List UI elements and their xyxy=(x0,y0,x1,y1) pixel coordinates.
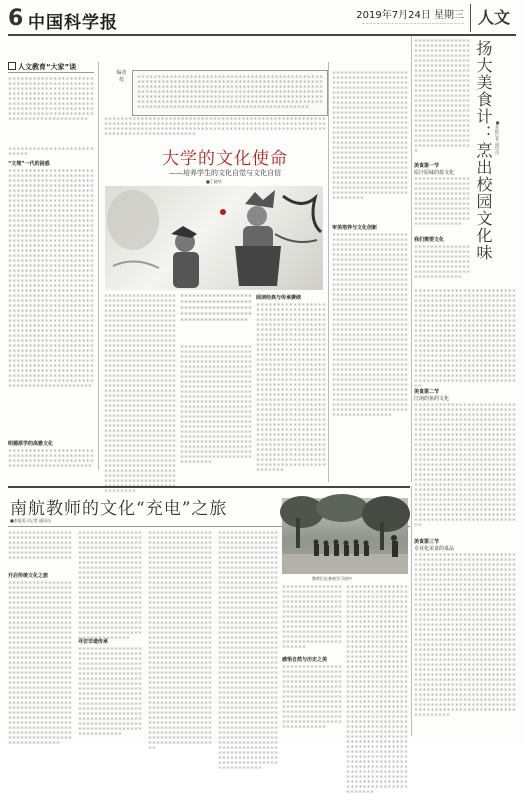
bottom-photo-caption: 教师们在参观学习途中 xyxy=(312,576,352,581)
editor-meta-line: ─ ─ ─ ─ ─ ─ ─ ─ ─ ─ ─ ─ ─ ─ ─ ─ ─ ─ ─ ─ ─ ─ ─ ─ ─ ─ ─ ─ xyxy=(362,21,464,26)
center-subhead: 阅读经典与传承赓续 xyxy=(256,295,302,301)
bottom-body-text: ＊＊＊＊＊＊＊＊＊＊＊＊＊＊＊＊＊＊＊＊＊＊＊＊＊＊＊＊＊＊＊＊＊＊＊＊＊＊＊＊＊＊＊＊＊＊＊＊＊＊＊＊＊＊＊＊＊＊＊＊＊＊＊＊＊＊＊＊＊＊＊＊＊＊＊＊＊＊＊＊＊＊＊＊＊＊＊＊＊＊＊＊＊＊＊＊＊＊＊＊＊＊＊＊＊＊＊＊＊＊＊＊＊＊＊＊＊＊＊＊＊＊＊＊＊＊＊＊＊＊＊＊＊＊＊＊＊＊＊＊＊＊＊＊＊＊＊＊＊＊＊＊＊＊＊＊＊＊＊＊＊＊＊＊＊＊＊＊＊＊＊＊＊＊＊＊＊＊＊＊＊＊＊＊＊＊ xyxy=(282,584,342,649)
left-box-rule xyxy=(8,72,94,73)
center-body-text: ＊＊＊＊＊＊＊＊＊＊＊＊＊＊＊＊＊＊＊＊＊＊＊＊＊＊＊＊＊＊＊＊＊＊＊＊＊＊＊＊＊＊＊＊＊＊＊＊＊＊＊＊＊＊＊＊＊＊＊＊＊＊＊＊＊＊＊＊＊＊＊＊＊＊＊＊＊＊＊＊＊＊＊＊＊＊＊＊＊＊＊＊＊＊＊＊＊＊＊＊＊＊＊＊＊＊＊＊＊＊＊＊＊＊＊＊＊＊＊＊＊＊＊＊＊＊＊＊＊＊＊＊＊＊＊＊＊＊＊＊＊＊＊＊＊＊＊＊＊＊＊＊＊＊＊＊＊＊＊＊＊＊＊＊＊＊＊＊＊＊＊＊＊＊＊＊＊＊＊＊＊＊＊＊＊＊＊＊＊＊＊＊＊＊＊＊＊＊＊＊＊＊＊＊＊＊＊＊＊＊＊＊＊＊＊＊＊＊＊＊＊＊＊＊＊＊＊＊＊＊＊＊＊＊＊＊＊＊＊＊＊＊＊＊＊＊＊＊＊＊＊＊＊＊＊＊＊＊＊＊＊＊＊＊＊＊＊＊＊＊＊＊＊＊＊＊＊＊＊＊＊＊＊＊＊＊＊＊＊＊＊＊＊＊＊＊＊＊＊＊＊＊＊＊＊＊＊＊＊＊＊＊＊＊＊＊＊＊＊＊＊＊＊＊＊＊＊＊＊＊＊＊＊＊＊＊＊＊＊＊＊＊＊＊＊＊＊＊＊＊＊＊＊＊＊＊＊＊＊＊＊＊＊＊＊＊＊＊＊＊＊＊＊＊＊＊＊＊＊＊＊＊＊＊＊＊＊＊＊＊＊＊＊＊＊＊＊＊＊＊＊＊＊＊＊＊＊＊＊＊＊＊＊＊＊＊＊＊＊＊＊＊＊＊＊＊＊＊＊＊＊＊＊＊＊＊＊＊＊＊＊＊＊＊＊＊＊＊＊＊＊＊＊＊＊＊＊＊＊＊＊＊＊＊＊＊＊＊＊＊＊＊＊＊＊＊＊＊＊＊＊＊＊＊＊＊＊＊＊＊＊＊＊＊＊＊＊＊＊＊＊＊＊＊＊＊＊＊＊＊＊＊＊＊＊＊＊＊＊＊＊＊＊＊＊＊＊＊＊＊＊＊＊＊＊＊＊＊＊＊＊＊＊＊＊＊＊＊＊＊＊＊＊＊＊＊＊＊＊＊＊＊＊＊＊＊＊＊＊＊＊＊＊＊＊＊＊＊＊＊＊＊＊＊＊＊＊＊＊＊＊＊＊＊＊＊＊＊＊＊＊＊＊＊＊＊＊＊＊＊＊＊＊＊＊＊＊＊＊＊＊＊＊＊＊＊＊＊＊＊＊＊＊＊＊＊＊＊＊＊＊＊＊＊＊＊＊＊＊＊＊＊＊＊＊＊＊＊＊＊＊＊＊＊＊＊＊＊＊＊＊＊＊＊＊＊＊＊＊＊＊＊＊＊ ＊＊＊＊＊＊＊＊ xyxy=(104,293,176,493)
bottom-subhead: 寻访非遗传承 xyxy=(78,639,109,645)
bottom-body-text: ＊＊＊＊＊＊＊＊＊＊＊＊＊＊＊＊＊＊＊＊＊＊＊＊＊＊＊＊＊＊＊＊＊＊＊＊＊＊＊＊＊＊＊＊＊＊＊＊＊＊＊＊＊＊＊＊＊＊＊＊＊＊＊＊＊＊＊＊＊＊＊＊＊＊＊＊＊＊＊＊＊＊＊＊＊＊＊＊＊＊＊＊＊＊＊＊＊＊＊＊＊＊＊＊＊＊＊＊＊＊＊＊＊＊＊＊＊＊＊＊＊＊＊＊＊＊＊＊＊＊＊＊＊＊＊＊＊＊＊＊＊＊＊＊＊＊＊＊＊＊＊＊＊＊＊＊＊＊＊＊＊＊＊＊＊＊＊＊＊＊＊＊＊＊＊＊＊＊＊＊＊＊＊＊＊＊＊＊＊＊＊＊＊＊＊＊＊＊＊＊＊＊＊＊＊＊＊＊＊＊＊＊＊＊＊＊＊＊＊＊＊＊＊＊＊＊＊＊＊＊＊＊＊＊＊＊＊＊＊＊＊＊＊＊＊＊＊＊＊＊＊＊＊＊＊＊＊＊＊＊＊＊＊＊＊＊＊＊＊＊＊＊＊＊＊＊＊＊＊＊＊＊＊＊＊＊＊＊＊＊＊＊＊＊＊＊＊＊＊＊＊＊＊＊＊＊＊＊＊＊＊＊＊＊＊＊＊＊＊＊＊＊＊＊＊＊＊＊＊＊＊＊＊＊＊＊＊＊＊＊＊＊＊＊＊＊＊＊＊ xyxy=(78,530,142,640)
left-box-title-text: 人文教育“大家”谈 xyxy=(18,63,77,71)
right-subhead: 江南的鱼的文化 xyxy=(414,396,450,402)
bottom-body-text: ＊＊＊＊＊＊＊＊＊＊＊＊＊＊＊＊＊＊＊＊＊＊＊＊＊＊＊＊＊＊＊＊＊＊＊＊＊＊＊＊＊＊＊＊＊＊＊＊＊＊＊＊＊＊＊＊＊＊＊＊＊＊＊＊＊＊＊＊＊＊＊＊＊＊＊＊＊＊＊＊＊＊＊＊＊＊＊＊＊＊＊＊＊＊＊＊＊＊＊＊＊＊＊＊＊＊＊＊＊＊＊＊＊＊＊＊＊＊＊＊＊＊＊＊＊＊＊＊＊＊＊＊＊＊＊＊＊＊＊＊＊＊＊＊＊＊＊＊＊＊＊＊＊＊＊＊＊＊＊＊＊＊＊＊＊＊＊＊＊＊＊＊＊＊＊＊＊＊＊＊＊＊＊＊＊＊＊＊＊＊＊＊＊＊＊＊＊＊＊＊＊＊＊＊＊＊＊＊＊＊＊＊＊＊＊＊＊＊＊＊＊＊＊＊＊＊＊＊＊＊＊＊＊＊＊＊＊＊＊＊＊＊＊＊＊＊＊＊＊＊＊＊＊＊＊＊＊＊＊＊＊＊＊＊＊＊＊＊＊＊＊＊＊＊＊＊＊＊＊＊＊＊＊＊＊＊＊＊＊＊＊＊＊＊＊＊＊＊＊＊＊＊＊＊＊＊＊＊＊＊＊＊＊＊＊＊＊＊＊＊＊＊＊＊＊＊＊＊＊＊＊＊＊＊＊＊＊＊＊＊＊＊＊＊＊＊＊＊＊＊＊＊＊＊＊＊＊＊＊＊＊＊＊＊＊＊＊＊＊＊＊＊＊＊＊＊＊＊＊＊＊＊＊＊＊＊＊＊＊＊＊＊＊＊＊＊＊＊＊＊＊＊＊＊＊＊＊＊＊＊＊＊＊＊＊＊＊＊＊＊＊＊＊＊＊＊＊＊＊＊＊＊＊＊＊＊＊＊＊＊＊＊＊＊＊＊＊＊＊＊＊＊＊＊＊＊＊＊＊＊＊＊＊＊＊＊＊＊＊＊＊＊＊＊＊＊＊＊＊＊＊＊＊＊＊＊＊＊＊＊＊＊＊＊＊＊＊＊＊＊＊＊＊＊＊＊＊＊＊＊＊＊＊＊＊＊＊＊＊＊＊＊＊＊＊＊＊＊＊＊＊＊＊＊＊＊＊＊＊＊＊＊＊＊＊＊＊＊＊＊＊＊＊＊＊＊＊＊＊＊＊＊＊＊＊＊＊＊＊＊＊＊＊＊＊＊＊＊＊＊＊＊＊＊＊＊＊＊＊＊＊＊＊＊＊＊＊＊＊＊＊＊＊＊＊＊＊＊＊＊＊＊＊＊＊＊＊＊＊＊＊＊＊＊＊＊＊＊＊＊＊＊＊＊＊＊＊＊＊＊＊＊＊＊＊＊＊＊＊＊＊＊＊＊＊＊＊＊＊＊＊＊＊＊＊＊＊＊＊＊＊＊＊＊＊＊＊＊＊＊＊＊＊＊＊＊＊＊＊＊＊＊＊＊＊＊＊＊＊＊＊＊＊＊＊＊＊＊＊＊＊＊＊＊＊＊ xyxy=(218,530,278,770)
center-body-text: ＊＊＊＊＊＊＊＊＊＊＊＊＊＊＊＊＊＊＊＊＊＊＊＊＊＊＊＊＊＊＊＊＊＊＊＊＊＊＊＊＊＊＊＊＊＊＊＊＊＊＊＊＊＊＊＊＊＊＊＊＊＊＊＊＊＊＊＊＊＊＊＊＊＊＊＊＊＊＊＊＊＊＊＊＊＊＊＊＊＊＊＊＊＊＊＊＊＊＊＊＊＊＊＊＊＊＊＊＊＊＊＊＊＊＊＊＊＊＊＊＊＊＊＊＊＊＊＊＊＊＊＊＊＊＊＊＊＊＊＊＊＊＊＊＊＊＊＊＊＊＊＊＊＊＊＊＊＊＊＊＊＊＊＊＊＊＊＊＊＊＊＊＊＊＊＊＊＊＊＊＊＊＊＊＊＊＊＊ xyxy=(104,116,326,136)
center-body-text: ＊＊＊＊＊＊＊＊＊＊＊＊＊＊＊＊＊＊＊＊＊＊＊＊＊＊＊＊＊＊＊＊＊＊＊＊＊＊＊＊＊＊＊＊＊＊＊＊＊＊＊＊＊＊＊＊＊＊＊＊＊＊＊＊＊＊＊＊＊＊＊＊＊＊＊＊＊＊＊＊＊＊＊＊＊＊＊＊＊＊＊＊＊＊＊＊＊＊＊＊＊＊＊＊＊＊＊＊＊＊＊＊＊＊＊＊＊＊＊＊＊＊＊＊＊＊＊＊＊＊＊＊＊＊＊＊＊＊＊＊＊＊＊＊＊＊＊＊＊＊＊＊＊＊＊＊＊＊＊＊＊＊＊＊＊＊＊＊＊＊＊＊＊＊＊＊＊＊＊＊＊＊＊＊＊＊＊＊＊＊＊＊＊＊＊＊＊＊＊＊＊＊＊＊＊＊＊＊＊＊＊＊＊＊＊＊＊＊＊＊＊＊＊＊＊＊＊＊＊＊＊＊＊＊＊＊＊＊＊＊＊＊＊＊＊＊＊＊＊＊＊＊＊＊＊＊＊＊＊＊＊＊＊＊＊＊＊＊＊＊＊＊＊＊＊＊＊＊＊＊＊＊＊＊＊＊＊＊＊＊＊＊＊＊＊＊＊＊＊＊＊＊＊＊＊＊＊＊＊＊＊＊＊＊＊＊＊＊＊＊＊＊＊＊＊＊＊＊＊＊＊＊＊＊＊＊＊＊＊＊＊＊＊＊＊＊＊＊＊＊＊＊＊＊＊＊＊＊＊＊＊＊＊＊＊＊＊＊＊＊＊＊＊＊＊＊＊＊＊＊＊＊＊＊＊＊＊＊＊＊＊＊＊＊＊＊＊＊＊＊＊＊＊＊＊＊＊＊＊＊＊＊＊＊＊＊＊＊＊＊＊＊ xyxy=(180,344,252,464)
bottom-headline: 南航教师的文化“充电”之旅 xyxy=(10,499,228,519)
editor-note-label: 编者按 xyxy=(116,70,127,83)
main-headline: 大学的文化使命 xyxy=(162,149,288,169)
bottom-byline: ■本报见习记者 通讯员 xyxy=(10,518,52,523)
right-body-text: ＊＊＊＊＊＊＊＊＊＊＊＊＊＊＊＊＊＊＊＊＊＊＊＊＊＊＊＊＊＊＊＊＊＊＊＊＊＊＊＊＊＊＊＊＊＊＊＊＊＊＊＊＊＊＊＊＊＊＊＊＊＊＊＊＊＊＊＊＊＊＊＊＊＊＊＊＊＊＊＊＊＊＊＊＊＊＊＊＊＊＊＊＊＊＊＊＊＊＊＊＊＊＊＊＊＊＊＊＊＊＊＊＊＊＊＊＊＊＊＊＊＊＊＊＊＊＊＊＊＊＊＊＊＊＊＊＊＊＊＊＊＊＊＊＊＊＊＊＊＊＊＊＊＊＊＊＊＊＊＊＊＊＊＊＊＊＊＊＊＊＊＊＊＊＊＊＊＊＊＊＊＊＊＊＊＊＊＊＊＊＊＊＊＊＊＊＊＊＊＊＊＊＊＊＊＊＊＊＊＊＊＊＊＊＊＊＊＊＊＊＊＊＊＊＊＊＊＊＊＊＊＊＊＊＊＊＊＊＊＊＊＊＊＊＊＊＊＊＊＊＊＊＊＊＊＊＊＊＊＊＊＊＊＊＊＊＊＊＊＊＊＊＊＊＊＊＊＊＊＊＊＊＊＊＊＊＊＊＊＊＊＊＊＊＊＊＊＊＊＊＊＊＊＊＊＊＊＊＊＊＊＊＊＊＊＊＊＊＊＊＊＊＊＊＊＊＊＊＊＊＊＊＊＊＊＊＊＊＊＊＊＊＊＊＊＊＊＊＊＊＊＊＊＊＊＊＊＊＊＊＊＊＊＊＊＊＊＊＊＊＊＊＊＊＊＊＊＊＊＊＊＊＊＊＊＊＊＊＊＊＊＊＊＊＊＊＊＊＊＊＊＊＊＊＊＊＊＊＊＊＊＊＊＊＊＊＊＊＊＊＊＊＊＊＊＊＊＊＊＊＊＊＊＊＊＊＊＊＊＊＊＊＊＊＊＊＊＊＊＊＊＊＊＊＊＊＊＊＊＊＊＊＊＊＊＊＊＊＊＊＊＊＊＊＊＊＊ xyxy=(414,288,516,388)
right-subhead: 原汁原味的盐文化 xyxy=(414,170,455,176)
right-subhead: 我们需要文化 xyxy=(414,237,445,243)
bottom-body-text: ＊＊＊＊＊＊＊＊＊＊＊＊＊＊＊＊＊＊＊＊＊＊＊＊＊＊＊＊＊＊＊＊＊＊＊＊＊＊＊＊＊＊＊＊＊＊＊＊＊＊＊＊＊＊＊＊＊＊＊＊＊＊＊＊＊＊＊＊＊＊＊＊＊＊＊＊＊＊＊＊＊＊＊＊＊＊＊＊＊＊＊＊＊＊＊＊＊＊＊＊＊＊＊＊＊＊＊＊＊＊＊＊＊＊＊＊＊＊＊＊＊＊＊＊＊＊＊＊＊＊＊＊＊＊＊＊＊＊＊＊＊＊＊＊＊＊＊＊＊＊＊＊＊＊＊＊＊＊＊＊＊＊＊＊＊＊＊＊＊＊＊＊＊＊＊＊＊＊＊＊＊＊＊＊＊＊＊＊＊＊＊＊＊＊＊＊＊＊＊＊＊＊＊＊＊＊＊＊＊＊＊＊＊＊＊＊＊＊＊＊＊＊＊＊＊＊＊＊＊＊＊＊＊＊＊＊＊＊＊＊＊＊＊＊＊＊＊＊＊＊＊＊＊＊＊＊＊＊＊＊＊＊＊＊＊＊＊＊＊＊＊＊＊＊＊＊＊＊＊＊＊＊＊＊＊＊＊＊＊＊＊＊＊＊＊＊＊＊＊＊＊＊＊＊＊＊＊＊＊＊＊＊＊＊＊＊＊＊＊＊＊＊＊＊＊＊＊＊＊＊＊＊＊＊＊＊＊＊＊＊＊＊＊＊＊＊＊＊＊＊＊＊＊＊＊＊＊＊＊＊＊＊＊＊＊＊＊＊＊＊＊＊＊＊＊＊＊＊＊＊＊＊＊＊＊＊＊＊＊＊＊＊＊＊＊＊＊＊＊＊＊＊＊＊＊＊＊＊＊＊＊＊＊＊＊＊＊＊＊＊＊＊＊＊＊＊＊＊＊＊＊＊＊＊＊＊＊＊＊＊＊＊＊＊＊＊＊＊＊＊＊＊＊＊＊＊＊＊＊＊＊＊＊＊＊＊＊＊＊＊＊＊＊＊＊＊＊＊＊＊＊＊＊＊＊＊＊＊＊＊＊＊＊＊＊＊＊＊＊＊＊＊＊＊＊＊＊＊＊＊＊＊＊＊＊＊＊＊＊＊＊＊＊＊＊＊＊＊＊＊＊＊＊＊＊＊＊＊＊＊＊＊＊＊＊＊＊＊＊＊＊＊＊＊＊＊＊＊＊＊＊＊＊＊＊＊＊＊＊＊＊＊＊＊＊＊＊＊＊＊＊＊＊＊＊＊＊＊＊＊＊＊＊＊＊＊＊＊＊＊＊＊＊＊＊＊＊＊＊＊＊＊＊＊＊＊＊＊＊＊＊＊ xyxy=(346,584,408,794)
right-subhead: 美食第三节 xyxy=(414,539,440,545)
bottom-subhead: 开启传统文化之旅 xyxy=(8,573,49,579)
right-body-text: ＊＊＊＊＊＊＊＊＊＊＊＊＊＊＊＊＊＊＊＊＊＊＊＊＊＊＊＊＊＊＊＊＊＊＊＊＊＊＊＊＊＊＊＊＊＊＊＊＊＊＊＊＊＊＊＊＊＊＊＊＊＊＊＊＊＊＊＊＊＊＊＊＊＊＊＊＊＊＊＊＊＊＊＊＊＊＊＊＊＊＊＊＊＊＊＊ xyxy=(414,244,470,279)
editor-note-text: ＊＊＊＊＊＊＊＊＊＊＊＊＊＊＊＊＊＊＊＊＊＊＊＊＊＊＊＊＊＊＊＊＊＊＊＊＊＊＊＊＊＊＊＊＊＊＊＊＊＊＊＊＊＊＊＊＊＊＊＊＊＊＊＊＊＊＊＊＊＊＊＊＊＊＊＊＊＊＊＊＊＊＊＊＊＊＊＊＊＊＊＊＊＊＊＊＊＊＊＊＊＊＊＊＊＊＊＊＊＊＊＊＊＊＊＊＊＊＊＊＊＊＊＊＊＊＊＊＊＊＊＊＊＊＊＊＊＊＊＊＊＊＊＊＊＊＊＊＊＊＊＊＊＊＊＊＊＊＊＊＊＊＊＊＊＊＊＊＊＊＊＊＊＊＊＊＊＊＊＊＊＊＊＊＊＊＊＊＊＊＊＊＊＊＊＊＊＊＊＊＊＊＊＊＊＊＊＊＊＊＊＊＊＊＊＊＊＊＊＊＊＊＊＊＊＊＊＊＊＊＊＊＊＊＊＊＊＊＊＊＊＊＊＊＊＊＊＊＊＊＊＊＊＊＊＊＊＊＊＊＊＊＊＊＊＊＊＊＊＊＊＊＊＊＊＊＊＊＊＊＊＊＊＊＊＊＊＊＊＊＊＊＊＊＊＊＊＊＊＊＊＊＊＊＊＊＊＊＊＊＊＊＊＊＊＊＊＊＊ xyxy=(137,74,323,109)
bottom-body-text: ＊＊＊＊＊＊＊＊＊＊＊＊＊＊＊＊＊＊＊＊＊＊＊＊＊＊＊＊＊＊＊＊＊＊＊＊＊＊＊＊＊＊＊＊＊＊＊＊＊＊＊＊＊＊＊＊＊＊＊＊＊＊＊＊＊＊＊＊＊＊＊＊＊＊＊＊＊＊＊＊＊＊＊＊＊＊＊＊＊＊＊＊＊＊＊＊＊＊＊＊＊＊＊＊＊＊＊＊＊＊＊＊＊＊＊＊＊＊＊＊＊＊＊＊＊＊＊＊＊＊＊＊＊＊＊＊＊＊＊＊＊＊＊＊＊＊＊＊＊＊＊＊＊＊＊＊＊＊＊＊＊＊＊＊＊＊＊＊＊＊＊＊＊＊＊＊＊＊＊＊＊＊＊＊＊＊＊＊＊＊＊ xyxy=(282,664,342,729)
column-rule xyxy=(411,36,412,482)
right-subhead: 美食第二节 xyxy=(414,389,440,395)
main-photo xyxy=(105,186,323,290)
center-body-text: ＊＊＊＊＊＊＊＊＊＊＊＊＊＊＊＊＊＊＊＊＊＊＊＊＊＊＊＊＊＊＊＊＊＊＊＊＊＊＊＊＊＊＊＊＊＊＊＊＊＊＊＊＊＊＊＊＊＊＊＊＊＊＊＊＊＊＊＊＊＊＊＊＊＊＊＊＊＊＊＊＊＊＊＊＊＊＊＊＊＊＊＊＊＊＊＊＊＊＊＊＊＊＊＊＊＊＊＊＊＊＊＊＊＊＊＊＊＊＊＊＊＊＊＊＊＊＊＊＊＊＊＊＊＊＊＊＊＊＊＊＊＊＊＊＊＊＊＊＊＊＊＊＊＊＊＊＊＊＊＊＊＊＊＊＊＊＊＊＊＊＊＊＊＊＊＊＊＊＊＊＊＊＊＊＊＊＊＊＊＊＊＊＊＊＊＊＊＊＊＊＊＊＊＊＊＊＊＊＊＊＊＊＊＊＊＊＊＊＊＊＊＊＊＊＊＊＊＊＊＊＊＊＊＊＊＊＊＊＊＊＊＊＊＊＊＊＊＊＊＊＊＊＊＊＊＊＊＊＊＊＊＊＊＊＊＊＊＊＊＊＊＊＊＊＊＊＊＊＊＊＊＊＊＊＊＊＊＊＊＊＊＊＊＊＊＊＊＊＊＊＊＊＊＊＊＊＊＊＊＊＊＊＊＊＊＊＊＊＊＊＊＊＊＊＊＊＊＊＊＊＊＊＊＊＊＊＊＊＊＊＊＊＊＊＊＊＊＊＊＊＊＊＊＊＊＊＊＊＊＊＊＊＊＊＊＊＊＊＊＊＊＊＊＊＊＊＊＊＊＊＊＊＊＊＊＊＊＊＊＊＊＊＊＊＊＊＊＊＊＊＊＊＊＊＊＊＊＊＊＊＊＊＊＊＊＊＊＊＊＊＊＊＊＊＊＊＊＊＊＊＊＊＊＊＊＊＊＊＊＊＊＊＊＊＊＊＊＊＊＊＊＊＊＊＊＊＊＊＊＊＊＊＊＊＊＊＊＊＊＊＊＊＊＊＊＊＊＊＊＊＊＊＊＊＊＊＊＊＊＊＊＊＊＊＊＊＊＊＊＊＊＊＊＊＊＊＊＊＊＊＊＊＊＊＊＊＊＊＊＊＊＊＊＊＊＊＊＊＊＊＊＊＊＊＊＊＊＊＊＊＊＊＊＊＊＊＊＊＊＊＊＊＊＊＊＊＊＊＊＊＊＊＊＊＊＊＊＊ xyxy=(256,302,326,472)
page-header xyxy=(8,4,516,36)
box-square-icon xyxy=(8,62,16,70)
section-name: 人文 xyxy=(470,4,517,32)
left-body-text: ＊＊＊＊＊＊＊＊＊＊＊＊＊＊＊＊＊＊＊＊＊＊＊＊＊＊ xyxy=(8,146,94,156)
bottom-body-text: ＊＊＊＊＊＊＊＊＊＊＊＊＊＊＊＊＊＊＊＊＊＊＊＊＊＊＊＊＊＊＊＊＊＊＊＊＊＊＊＊＊＊＊＊＊＊＊＊＊＊＊＊＊＊＊＊＊＊＊＊＊＊＊＊＊＊＊＊＊＊＊＊＊＊＊＊＊＊＊＊＊＊＊＊＊＊＊＊＊＊＊＊＊＊＊＊＊＊＊＊＊＊＊＊＊＊＊＊＊＊＊＊＊＊＊＊＊＊＊＊＊＊＊＊＊＊＊＊＊＊＊＊＊＊＊＊＊＊＊＊＊＊＊＊＊＊＊＊＊＊＊＊＊＊＊＊＊＊＊＊＊＊＊＊＊＊＊＊＊＊＊＊＊＊＊＊＊＊＊＊＊＊＊＊＊＊＊＊＊＊＊＊＊＊＊＊＊＊＊＊＊＊＊＊＊＊＊＊＊＊＊＊＊＊＊＊＊＊＊＊＊＊＊＊＊＊＊＊＊＊＊＊＊＊＊＊＊＊＊＊＊＊＊＊＊＊＊＊＊＊＊＊＊＊＊＊＊＊＊＊＊＊＊＊＊＊＊＊＊＊＊＊＊＊＊＊＊＊＊＊＊＊＊＊＊＊＊＊＊＊＊＊＊＊＊＊＊＊＊＊＊＊＊＊＊＊＊＊＊＊＊＊＊＊＊＊＊＊＊＊＊＊＊＊＊＊＊＊＊＊＊＊＊＊＊＊＊＊＊＊＊＊＊＊＊＊＊＊＊＊＊＊＊＊＊＊＊＊＊＊＊＊＊＊＊＊＊＊＊＊＊＊＊＊＊＊＊＊＊＊＊＊＊＊＊＊＊＊＊＊＊＊＊＊＊＊＊＊＊＊＊＊＊＊＊＊＊＊＊＊＊＊＊＊＊＊＊＊＊＊＊＊＊＊＊＊＊＊＊＊＊＊＊＊＊＊＊＊＊＊＊＊＊＊＊＊＊＊＊＊＊＊＊＊＊＊＊＊＊＊＊＊＊＊＊＊＊＊＊＊＊＊＊＊＊＊＊＊＊＊＊＊＊＊＊＊＊＊＊＊＊＊＊＊＊＊＊＊＊＊＊＊＊＊＊＊＊＊＊＊＊＊＊＊＊＊＊＊＊＊＊＊＊＊＊ xyxy=(8,580,72,745)
section-divider xyxy=(8,486,410,488)
page-number: 6 xyxy=(8,6,24,31)
bottom-body-text: ＊＊＊＊＊＊＊＊＊＊＊＊＊＊＊＊＊＊＊＊＊＊＊＊＊＊＊＊＊＊＊＊＊＊＊＊＊＊＊＊＊＊＊＊＊＊＊＊＊＊＊＊＊＊＊＊＊＊＊＊＊＊＊＊＊＊＊＊＊＊＊＊＊＊＊＊＊＊＊＊＊＊＊＊＊＊＊＊＊＊＊＊＊＊＊＊ xyxy=(8,530,72,560)
center-subhead: 审美培养与文化创新 xyxy=(332,225,378,231)
right-vertical-headline: 扬大美食计：烹出校园文化味 xyxy=(474,40,493,261)
column-rule xyxy=(328,62,329,482)
right-subhead: 专业化美食的菜品 xyxy=(414,546,455,552)
left-body-text: ＊＊＊＊＊＊＊＊＊＊＊＊＊＊＊＊＊＊＊＊＊＊＊＊＊＊＊＊＊＊＊＊＊＊＊＊＊＊＊＊＊＊＊＊＊＊＊＊＊＊＊＊＊＊＊＊＊＊＊＊＊＊＊＊＊＊＊＊＊＊＊＊＊＊＊＊＊＊＊＊＊＊＊＊＊＊＊＊＊＊＊＊＊＊＊＊＊＊＊＊＊＊＊＊＊＊＊＊＊＊＊＊＊＊＊＊＊＊＊＊＊＊＊＊＊＊＊＊＊＊＊＊＊＊＊＊＊＊＊＊＊＊＊＊＊＊＊＊＊＊＊＊＊＊＊＊＊＊＊＊＊＊＊＊＊＊＊＊＊＊＊＊＊＊＊＊＊＊＊＊＊＊＊＊＊＊＊＊＊＊＊＊＊＊＊＊＊＊＊＊＊＊＊＊＊＊＊＊＊＊＊＊＊＊＊＊＊＊＊＊＊＊＊＊＊＊＊＊＊＊＊＊＊＊＊＊＊＊＊＊＊＊＊＊＊＊＊＊＊＊＊＊＊＊＊＊＊＊＊＊＊＊＊＊＊＊＊＊＊＊＊＊＊＊＊＊＊＊＊＊＊＊＊＊＊＊＊＊＊＊＊＊＊＊＊＊＊＊＊＊＊＊＊＊＊＊＊＊＊＊＊＊＊＊＊＊＊＊＊＊＊＊＊＊＊＊＊＊＊＊＊＊＊＊＊＊＊＊＊＊＊＊＊＊＊＊＊＊＊＊＊＊＊＊＊＊＊＊＊＊＊＊＊＊＊＊＊＊＊＊＊＊＊＊＊＊＊＊＊＊＊＊＊＊＊＊＊＊＊＊＊＊＊＊＊＊＊＊＊＊＊＊＊＊＊＊＊＊＊＊＊＊＊＊＊＊＊＊＊＊＊＊＊＊＊＊＊＊＊＊＊＊＊＊＊＊＊＊＊＊＊＊＊＊＊＊＊＊＊＊＊＊＊＊＊＊＊＊＊＊＊＊＊＊＊＊＊＊＊＊＊＊＊＊＊＊＊＊＊＊＊＊＊＊＊＊＊＊＊＊＊＊＊＊＊＊＊＊＊＊＊＊＊＊＊＊＊＊＊＊＊＊＊＊＊＊＊＊＊＊＊＊＊＊＊＊＊＊＊＊＊＊＊＊＊＊＊＊＊＊＊＊＊＊＊＊＊＊＊＊＊＊＊＊＊＊＊＊＊＊＊＊＊＊＊＊＊＊＊＊＊＊＊＊＊＊＊＊＊＊＊＊＊＊＊＊＊＊＊＊＊＊＊＊＊＊＊＊＊＊＊＊＊＊＊＊＊＊＊＊＊＊＊＊＊＊＊＊＊＊＊＊＊＊＊＊＊＊＊＊＊＊＊＊＊＊＊＊＊＊＊＊＊＊＊＊＊＊＊＊＊＊＊＊＊＊＊＊＊＊＊＊＊＊＊＊＊＊＊＊＊＊＊＊＊＊＊＊＊＊＊＊＊＊＊＊＊＊＊＊＊＊＊＊＊＊＊＊＊＊＊＊＊＊＊＊＊＊＊＊＊＊＊＊＊＊＊＊＊＊＊＊＊＊＊＊＊＊＊＊＊＊＊＊＊＊＊＊＊＊＊＊＊＊＊＊＊＊＊＊＊＊＊＊＊＊＊＊＊＊＊＊＊＊＊＊＊＊＊＊＊＊＊＊＊＊＊＊＊＊＊＊＊＊＊＊＊＊＊＊＊＊＊＊＊＊＊＊＊＊＊＊＊＊＊＊＊＊＊＊＊＊＊＊＊＊＊＊＊＊＊＊＊＊＊＊＊＊＊＊＊＊＊＊＊＊＊＊＊＊＊＊＊＊＊＊＊＊＊＊＊＊＊＊＊＊＊＊＊＊＊＊＊＊＊＊＊＊＊＊＊＊＊＊＊＊＊＊＊＊＊＊＊＊＊＊＊＊＊＊＊＊＊＊＊＊＊＊＊＊＊＊＊＊＊＊＊＊＊＊＊＊＊＊＊＊＊＊＊＊＊＊＊＊ xyxy=(8,168,94,388)
opera-artwork-image xyxy=(105,186,323,290)
left-subhead: “文理”一代的困惑 xyxy=(8,161,50,167)
date-line: 2019年7月24日 星期三 xyxy=(356,10,464,21)
bottom-body-text: ＊＊＊＊＊＊＊＊＊＊＊＊＊＊＊＊＊＊＊＊＊＊＊＊＊＊＊＊＊＊＊＊＊＊＊＊＊＊＊＊＊＊＊＊＊＊＊＊＊＊＊＊＊＊＊＊＊＊＊＊＊＊＊＊＊＊＊＊＊＊＊＊＊＊＊＊＊＊＊＊＊＊＊＊＊＊＊＊＊＊＊＊＊＊＊＊＊＊＊＊＊＊＊＊＊＊＊＊＊＊＊＊＊＊＊＊＊＊＊＊＊＊＊＊＊＊＊＊＊＊＊＊＊＊＊＊＊＊＊＊＊＊＊＊＊＊＊＊＊＊＊＊＊＊＊＊＊＊＊＊＊＊＊＊＊＊＊＊＊＊＊＊＊＊＊＊＊＊＊＊＊＊＊＊＊＊＊＊＊＊＊＊＊＊＊＊＊＊＊＊＊＊＊＊＊＊＊＊＊＊＊＊＊＊＊＊＊＊＊＊＊＊＊＊＊＊＊＊＊＊＊＊＊＊＊＊＊＊＊＊＊＊＊＊＊＊＊＊＊＊＊＊＊＊＊＊＊＊＊＊＊＊＊＊＊＊＊＊＊＊＊＊＊＊＊＊＊＊＊＊＊＊＊ xyxy=(78,646,142,736)
center-right-body-text: ＊＊＊＊＊＊＊＊＊＊＊＊＊＊＊＊＊＊＊＊＊＊＊＊＊＊＊＊＊＊＊＊＊＊＊＊＊＊＊＊＊＊＊＊＊＊＊＊＊＊＊＊＊＊＊＊＊＊＊＊＊＊＊＊＊＊＊＊＊＊＊＊＊＊＊＊＊＊＊＊＊＊＊＊＊＊＊＊＊＊＊＊＊＊＊＊＊＊＊＊＊＊＊＊＊＊＊＊＊＊＊＊＊＊＊＊＊＊＊＊＊＊＊＊＊＊＊＊＊＊＊＊＊＊＊＊＊＊＊＊＊＊＊＊＊＊＊＊＊＊＊＊＊＊＊＊＊＊＊＊＊＊＊＊＊＊＊＊＊＊＊＊＊＊＊＊＊＊＊＊＊＊＊＊＊＊＊＊＊＊＊＊＊＊＊＊＊＊＊＊＊＊＊＊＊＊＊＊＊＊＊＊＊＊＊＊＊＊＊＊＊＊＊＊＊＊＊＊＊＊＊＊＊＊＊＊＊＊＊＊＊＊＊＊＊＊＊＊＊＊＊＊＊＊＊＊＊＊＊＊＊＊＊＊＊＊＊＊＊＊＊＊＊＊＊＊＊＊＊＊＊＊＊＊＊＊＊＊＊＊＊＊＊＊＊＊＊＊＊＊＊＊＊＊＊＊＊＊＊＊＊＊＊＊＊＊＊＊＊＊＊＊＊＊＊＊＊＊＊＊＊＊＊＊＊＊＊＊＊＊＊＊＊＊＊＊＊＊＊＊＊＊＊＊＊＊＊＊＊＊＊＊＊＊＊＊＊＊＊＊＊＊＊＊＊＊＊＊＊＊＊＊＊＊＊＊＊＊＊＊＊＊＊＊＊＊＊＊＊＊＊＊＊＊＊＊＊＊＊＊＊＊＊＊＊＊＊＊＊＊＊＊＊＊＊＊＊＊＊＊＊＊＊＊＊＊＊＊＊＊＊＊＊＊＊＊＊＊＊＊＊＊＊＊＊＊＊＊＊＊＊＊＊＊＊＊＊＊＊＊＊＊＊＊＊＊＊＊＊＊＊＊＊ xyxy=(332,70,408,200)
bottom-photo xyxy=(282,498,408,574)
column-rule xyxy=(98,62,99,470)
center-quote-text: ＊＊＊＊＊＊＊＊＊＊＊＊＊＊＊＊＊＊＊＊＊＊＊＊＊＊＊＊＊＊＊＊＊＊＊＊＊＊＊＊＊＊＊＊＊＊＊＊＊＊＊＊＊＊＊＊＊＊＊＊＊＊＊＊＊＊＊＊＊＊＊＊＊＊＊＊＊＊＊＊＊＊＊＊＊＊＊＊＊ xyxy=(180,293,252,322)
teachers-group-photo xyxy=(282,498,408,574)
right-body-text: ＊＊＊＊＊＊＊＊＊＊＊＊＊＊＊＊＊＊＊＊＊＊＊＊＊＊＊＊＊＊＊＊＊＊＊＊＊＊＊＊＊＊＊＊＊＊＊＊＊＊＊＊＊＊＊＊＊＊＊＊＊＊＊＊＊＊＊＊＊＊＊＊＊＊＊＊＊＊＊＊＊＊＊＊＊＊＊＊＊＊＊＊＊＊＊＊＊＊＊＊＊＊＊＊＊＊＊＊＊＊＊＊＊＊＊＊＊＊＊＊＊＊＊＊＊＊＊＊＊＊＊＊＊＊＊＊＊＊＊＊＊＊＊＊＊＊＊＊＊＊＊＊＊＊＊＊＊＊＊＊＊＊＊＊＊＊＊＊＊＊＊＊＊＊＊＊＊＊＊＊＊＊＊＊＊＊＊＊＊＊＊＊＊＊＊＊＊＊＊＊＊＊＊＊＊＊＊＊＊＊＊＊＊＊＊＊＊＊＊＊＊＊＊＊＊＊＊＊＊＊＊＊＊＊＊＊＊＊＊＊＊＊＊＊＊＊＊＊＊＊＊＊＊＊＊＊＊＊＊＊＊＊＊＊＊＊＊＊＊＊＊＊＊＊＊＊＊＊＊＊＊＊＊＊＊＊＊＊＊＊＊＊＊＊＊＊＊＊＊＊＊＊＊＊＊＊＊＊＊ xyxy=(414,38,470,153)
bottom-body-text: ＊＊＊＊＊＊＊＊＊＊＊＊＊＊＊＊＊＊＊＊＊＊＊＊＊＊＊＊＊＊＊＊＊＊＊＊＊＊＊＊＊＊＊＊＊＊＊＊＊＊＊＊＊＊＊＊＊＊＊＊＊＊＊＊＊＊＊＊＊＊＊＊＊＊＊＊＊＊＊＊＊＊＊＊＊＊＊＊＊＊＊＊＊＊＊＊＊＊＊＊＊＊＊＊＊＊＊＊＊＊＊＊＊＊＊＊＊＊＊＊＊＊＊＊＊＊＊＊＊＊＊＊＊＊＊＊＊＊＊＊＊＊＊＊＊＊＊＊＊＊＊＊＊＊＊＊＊＊＊＊＊＊＊＊＊＊＊＊＊＊＊＊＊＊＊＊＊＊＊＊＊＊＊＊＊＊＊＊＊＊＊＊＊＊＊＊＊＊＊＊＊＊＊＊＊＊＊＊＊＊＊＊＊＊＊＊＊＊＊＊＊＊＊＊＊＊＊＊＊＊＊＊＊＊＊＊＊＊＊＊＊＊＊＊＊＊＊＊＊＊＊＊＊＊＊＊＊＊＊＊＊＊＊＊＊＊＊＊＊＊＊＊＊＊＊＊＊＊＊＊＊＊＊＊＊＊＊＊＊＊＊＊＊＊＊＊＊＊＊＊＊＊＊＊＊＊＊＊＊＊＊＊＊＊＊＊＊＊＊＊＊＊＊＊＊＊＊＊＊＊＊＊＊＊＊＊＊＊＊＊＊＊＊＊＊＊＊＊＊＊＊＊＊＊＊＊＊＊＊＊＊＊＊＊＊＊＊＊＊＊＊＊＊＊＊＊＊＊＊＊＊＊＊＊＊＊＊＊＊＊＊＊＊＊＊＊＊＊＊＊＊＊＊＊＊＊＊＊＊＊＊＊＊＊＊＊＊＊＊＊＊＊＊＊＊＊＊＊＊＊＊＊＊＊＊＊＊＊＊＊＊＊＊＊＊＊＊＊＊＊＊＊＊＊＊＊＊＊＊＊＊＊＊＊＊＊＊＊＊＊＊＊＊＊＊＊＊＊＊＊＊＊＊＊＊＊＊＊＊＊＊＊＊＊＊＊＊＊＊＊＊＊＊＊＊＊＊＊＊＊＊＊＊＊＊＊＊＊＊＊＊＊＊＊＊＊＊＊＊＊＊＊＊＊＊＊＊＊＊＊＊＊＊＊＊＊＊＊＊＊＊＊＊＊＊＊＊＊＊＊＊＊＊＊＊＊＊＊＊＊＊＊＊＊＊＊＊＊＊＊＊＊＊＊＊＊＊＊＊＊＊＊＊＊＊＊＊＊＊＊＊＊＊＊＊＊＊＊＊＊＊＊＊＊＊＊＊＊＊＊＊＊＊＊＊＊＊＊＊＊＊＊＊＊＊＊＊＊＊＊＊＊＊＊＊＊＊＊＊＊＊＊＊＊＊＊＊＊＊＊＊＊＊＊＊＊＊＊＊＊＊＊＊＊＊＊＊＊＊＊＊＊＊＊＊＊＊＊＊＊ xyxy=(148,530,212,750)
right-body-text: ＊＊＊＊＊＊＊＊＊＊＊＊＊＊＊＊＊＊＊＊＊＊＊＊＊＊＊＊＊＊＊＊＊＊＊＊＊＊＊＊＊＊＊＊＊＊＊＊＊＊＊＊＊＊＊＊＊＊＊＊＊＊＊＊＊＊＊＊＊＊＊＊＊＊＊＊＊＊＊＊＊＊＊＊＊＊＊＊＊＊＊＊＊＊＊＊＊＊＊＊＊＊＊＊＊＊＊＊＊＊＊＊＊＊＊＊＊＊＊＊＊＊＊＊＊＊＊＊＊＊＊＊＊＊＊＊＊＊＊＊＊＊＊＊＊＊＊＊＊＊＊＊＊＊＊＊＊＊＊＊＊＊＊＊＊＊＊＊＊＊＊＊＊＊＊＊＊＊＊＊＊＊＊＊＊＊＊＊＊＊＊＊＊＊＊＊＊＊＊＊＊＊＊＊＊＊＊＊＊＊＊＊＊＊＊＊＊＊＊＊＊＊＊＊＊＊＊＊＊＊＊＊＊＊＊＊＊＊＊＊＊＊＊＊＊＊＊＊＊＊＊＊＊＊＊＊＊＊＊＊＊＊＊＊＊＊＊＊＊＊＊＊＊＊＊＊＊＊＊＊＊＊＊＊＊＊＊＊＊＊＊＊＊＊＊＊＊＊＊＊＊＊＊＊＊＊＊＊＊＊＊＊＊＊＊＊＊＊＊＊＊＊＊＊＊＊＊＊＊＊＊＊＊＊＊＊＊＊＊＊＊＊＊＊＊＊＊＊＊＊＊＊＊＊＊＊＊＊＊＊＊＊＊＊＊＊＊＊＊＊＊＊＊＊＊＊＊＊＊＊＊＊＊＊＊＊＊＊＊＊＊＊＊＊＊＊＊＊＊＊＊＊＊＊＊＊＊＊＊＊＊＊＊＊＊＊＊＊＊＊＊＊＊＊＊＊＊＊＊＊＊＊＊＊＊＊＊＊＊＊＊＊＊＊＊＊＊＊＊＊＊＊＊＊＊＊＊＊＊＊＊＊＊＊＊＊＊＊＊＊＊＊＊＊＊＊＊＊＊＊＊＊＊＊＊＊＊＊＊＊＊＊＊＊＊＊＊＊＊＊＊＊＊＊＊＊＊＊＊＊＊＊＊＊＊＊＊＊＊＊＊＊＊＊＊＊＊＊＊＊＊＊＊＊＊＊＊＊＊＊＊＊＊＊＊＊＊＊＊＊＊＊＊＊＊＊＊＊＊＊＊＊＊＊＊＊＊＊＊＊＊＊＊＊＊＊＊＊＊＊＊＊＊＊＊＊＊＊＊＊＊＊＊＊＊＊＊＊＊＊＊＊ xyxy=(414,402,516,527)
left-body-text: ＊＊＊＊＊＊＊＊＊＊＊＊＊＊＊＊＊＊＊＊＊＊＊＊＊＊＊＊＊＊＊＊＊＊＊＊＊＊＊＊＊＊＊＊＊＊＊＊＊＊＊＊＊＊＊＊＊＊＊＊＊＊＊＊＊＊＊＊＊＊＊＊＊＊＊＊＊＊＊＊＊＊＊＊＊＊＊＊＊＊＊＊＊＊＊＊＊＊＊＊＊＊＊＊＊＊＊＊＊＊＊＊＊＊＊＊＊＊＊＊＊＊＊＊＊＊＊＊＊＊＊＊＊＊＊＊＊＊＊＊＊＊＊＊＊＊＊＊＊＊＊＊＊＊＊＊＊＊＊＊＊＊＊＊＊＊＊＊＊＊＊＊＊＊＊＊＊＊＊＊＊＊＊＊＊＊＊＊ xyxy=(8,76,94,121)
right-body-text: ＊＊＊＊＊＊＊＊＊＊＊＊＊＊＊＊＊＊＊＊＊＊＊＊＊＊＊＊＊＊＊＊＊＊＊＊＊＊＊＊＊＊＊＊＊＊＊＊＊＊＊＊＊＊＊＊＊＊＊＊＊＊＊＊＊＊＊＊＊＊＊＊＊＊＊＊＊＊＊＊＊＊＊＊＊＊＊＊＊＊＊＊＊＊＊＊＊＊＊＊＊＊＊＊＊＊＊＊＊＊＊＊＊＊＊＊＊＊＊＊＊＊＊＊＊＊＊＊＊＊＊＊＊＊＊＊＊＊＊＊＊＊＊＊＊＊＊＊＊＊＊＊＊＊＊＊＊＊＊＊＊＊＊＊＊＊＊＊＊＊＊＊＊＊＊＊＊＊＊＊＊＊＊＊＊＊＊＊＊＊＊＊＊＊＊＊＊＊＊＊＊＊＊＊＊＊＊＊＊＊＊＊＊＊＊＊＊＊＊＊＊＊＊＊＊＊＊＊＊＊＊＊＊＊＊＊＊＊＊＊＊＊＊＊＊＊＊＊＊＊＊＊＊＊＊＊＊＊＊＊＊＊＊＊＊＊＊＊＊＊＊＊＊＊＊＊＊＊＊＊＊＊＊＊＊＊＊＊＊＊＊＊＊＊＊＊＊＊＊＊＊＊＊＊＊＊＊＊＊＊＊＊＊＊＊＊＊＊＊＊＊＊＊＊＊＊＊＊＊＊＊＊＊＊＊＊＊＊＊＊＊＊＊＊＊＊＊＊＊＊＊＊＊＊＊＊＊＊＊＊＊＊＊＊＊＊＊＊＊＊＊＊＊＊＊＊＊＊＊＊＊＊＊＊＊＊＊＊＊＊＊＊＊＊＊＊＊＊＊＊＊＊＊＊＊＊＊＊＊＊＊＊＊＊＊＊＊＊＊＊＊＊＊＊＊＊＊＊＊＊＊＊＊＊＊＊＊＊＊＊＊＊＊＊＊＊＊＊＊＊＊＊＊＊＊＊＊＊＊＊＊＊＊＊＊＊＊＊＊＊＊＊＊＊＊＊＊＊＊＊＊＊＊＊＊＊＊＊＊＊＊＊＊＊＊＊＊＊＊＊＊＊＊＊＊＊＊＊＊＊＊＊＊＊＊＊＊＊＊＊＊＊＊＊＊＊＊＊＊＊＊＊＊＊＊＊＊＊＊＊＊＊＊＊＊＊＊＊＊＊＊＊＊＊＊＊＊＊＊＊＊＊＊＊＊＊＊＊＊＊＊＊＊＊＊＊＊＊＊＊＊＊＊＊＊＊＊＊＊＊＊＊＊＊＊＊＊＊＊＊＊＊＊＊＊＊＊＊＊＊＊＊＊＊＊＊＊＊＊＊＊＊＊＊＊＊＊＊＊＊＊＊＊＊＊＊＊＊＊＊＊＊＊＊＊＊＊＊＊＊＊＊＊＊＊＊＊＊＊＊＊＊＊＊＊＊＊＊＊＊＊＊＊＊＊＊＊＊＊＊＊＊＊＊＊＊＊＊＊＊＊＊＊＊＊＊＊＊＊＊＊＊＊＊＊＊＊＊＊＊＊＊＊＊＊＊＊＊＊＊＊＊＊＊＊＊＊＊＊＊＊＊＊＊＊＊＊＊＊＊＊＊＊＊＊＊＊＊＊＊＊＊＊＊＊＊＊＊＊＊＊＊＊＊＊＊＊＊＊＊＊＊＊＊＊＊＊＊＊＊＊＊＊＊＊＊＊＊＊＊＊＊＊＊＊＊＊＊＊＊＊＊＊＊＊＊＊＊＊ xyxy=(414,552,516,717)
main-byline: ■丁晓华 xyxy=(206,179,222,184)
left-subhead: 明德厚学的高雅文化 xyxy=(8,441,54,447)
column-rule xyxy=(411,486,412,736)
masthead: 中国科学报 xyxy=(28,13,118,33)
left-body-text: ＊＊＊＊＊＊＊＊＊＊＊＊＊＊＊＊＊＊＊＊＊＊＊＊＊＊＊＊＊＊＊＊＊＊＊＊＊＊＊＊＊＊＊＊＊＊＊＊＊＊＊＊＊＊＊＊＊＊＊＊＊＊＊＊＊＊＊＊＊＊＊＊＊＊＊＊＊＊＊＊＊＊＊＊ xyxy=(8,448,94,468)
center-right-body-text: ＊＊＊＊＊＊＊＊＊＊＊＊＊＊＊＊＊＊＊＊＊＊＊＊＊＊＊＊＊＊＊＊＊＊＊＊＊＊＊＊＊＊＊＊＊＊＊＊＊＊＊＊＊＊＊＊＊＊＊＊＊＊＊＊＊＊＊＊＊＊＊＊＊＊＊＊＊＊＊＊＊＊＊＊＊＊＊＊＊＊＊＊＊＊＊＊＊＊＊＊＊＊＊＊＊＊＊＊＊＊＊＊＊＊＊＊＊＊＊＊＊＊＊＊＊＊＊＊＊＊＊＊＊＊＊＊＊＊＊＊＊＊＊＊＊＊＊＊＊＊＊＊＊＊＊＊＊＊＊＊＊＊＊＊＊＊＊＊＊＊＊＊＊＊＊＊＊＊＊＊＊＊＊＊＊＊＊＊＊＊＊＊＊＊＊＊＊＊＊＊＊＊＊＊＊＊＊＊＊＊＊＊＊＊＊＊＊＊＊＊＊＊＊＊＊＊＊＊＊＊＊＊＊＊＊＊＊＊＊＊＊＊＊＊＊＊＊＊＊＊＊＊＊＊＊＊＊＊＊＊＊＊＊＊＊＊＊＊＊＊＊＊＊＊＊＊＊＊＊＊＊＊＊＊＊＊＊＊＊＊＊＊＊＊＊＊＊＊＊＊＊＊＊＊＊＊＊＊＊＊＊＊＊＊＊＊＊＊＊＊＊＊＊＊＊＊＊＊＊＊＊＊＊＊＊＊＊＊＊＊＊＊＊＊＊＊＊＊＊＊＊＊＊＊＊＊＊＊＊＊＊＊＊＊＊＊＊＊＊＊＊＊＊＊＊＊＊＊＊＊＊＊＊＊＊＊＊＊＊＊＊＊＊＊＊＊＊＊＊＊＊＊＊＊＊＊＊＊＊＊＊＊＊＊＊＊＊＊＊＊＊＊＊＊＊＊＊＊＊＊＊＊＊＊＊＊＊＊＊＊＊＊＊＊＊＊＊＊＊＊＊＊＊＊＊＊＊＊＊＊＊＊＊＊＊＊＊＊＊＊＊＊＊＊＊＊＊＊＊＊＊＊＊＊＊＊＊＊＊＊＊＊＊＊＊＊＊＊＊＊＊＊＊＊＊＊＊＊＊＊＊＊＊＊＊＊＊＊＊＊＊＊＊＊＊＊＊＊＊＊＊＊＊＊＊＊＊＊＊＊＊＊＊＊＊＊＊＊＊＊＊＊＊＊＊＊＊＊＊＊＊＊＊＊＊＊＊＊＊＊＊＊＊＊＊＊＊＊＊＊＊＊＊＊＊＊＊＊＊＊＊＊＊＊＊＊＊＊＊＊＊＊＊＊＊＊＊＊＊＊＊＊＊＊＊＊＊＊＊＊＊＊＊＊＊＊＊＊＊＊＊＊＊＊＊＊＊＊＊＊＊＊＊＊＊＊＊＊＊＊＊＊＊＊＊＊＊＊＊＊＊＊＊＊＊＊＊＊＊＊＊＊＊＊＊＊＊＊＊＊＊＊＊＊＊＊＊＊＊＊＊＊＊＊＊＊＊＊＊ xyxy=(332,232,408,417)
right-subhead: 美食第一节 xyxy=(414,163,440,169)
editor-note-box xyxy=(132,70,328,116)
right-vertical-byline: ■本报记者 通讯员 xyxy=(495,120,500,155)
main-subheadline: ——培养学生的文化自觉与文化自信 xyxy=(169,169,281,177)
right-body-text: ＊＊＊＊＊＊＊＊＊＊＊＊＊＊＊＊＊＊＊＊＊＊＊＊＊＊＊＊＊＊＊＊＊＊＊＊＊＊＊＊＊＊＊＊＊＊＊＊＊＊＊＊＊＊＊＊＊＊＊＊＊＊＊＊＊＊＊＊＊＊＊＊＊＊＊＊＊＊＊＊＊＊＊＊＊＊＊＊＊＊＊＊＊＊＊＊＊＊＊＊＊＊＊＊＊＊＊＊＊＊＊＊＊＊＊＊＊＊＊＊＊＊＊＊＊＊＊＊＊＊＊＊＊＊＊＊＊＊ xyxy=(414,176,470,226)
left-box-title xyxy=(8,62,76,72)
bottom-subhead: 感悟自然与历史之美 xyxy=(282,657,328,663)
